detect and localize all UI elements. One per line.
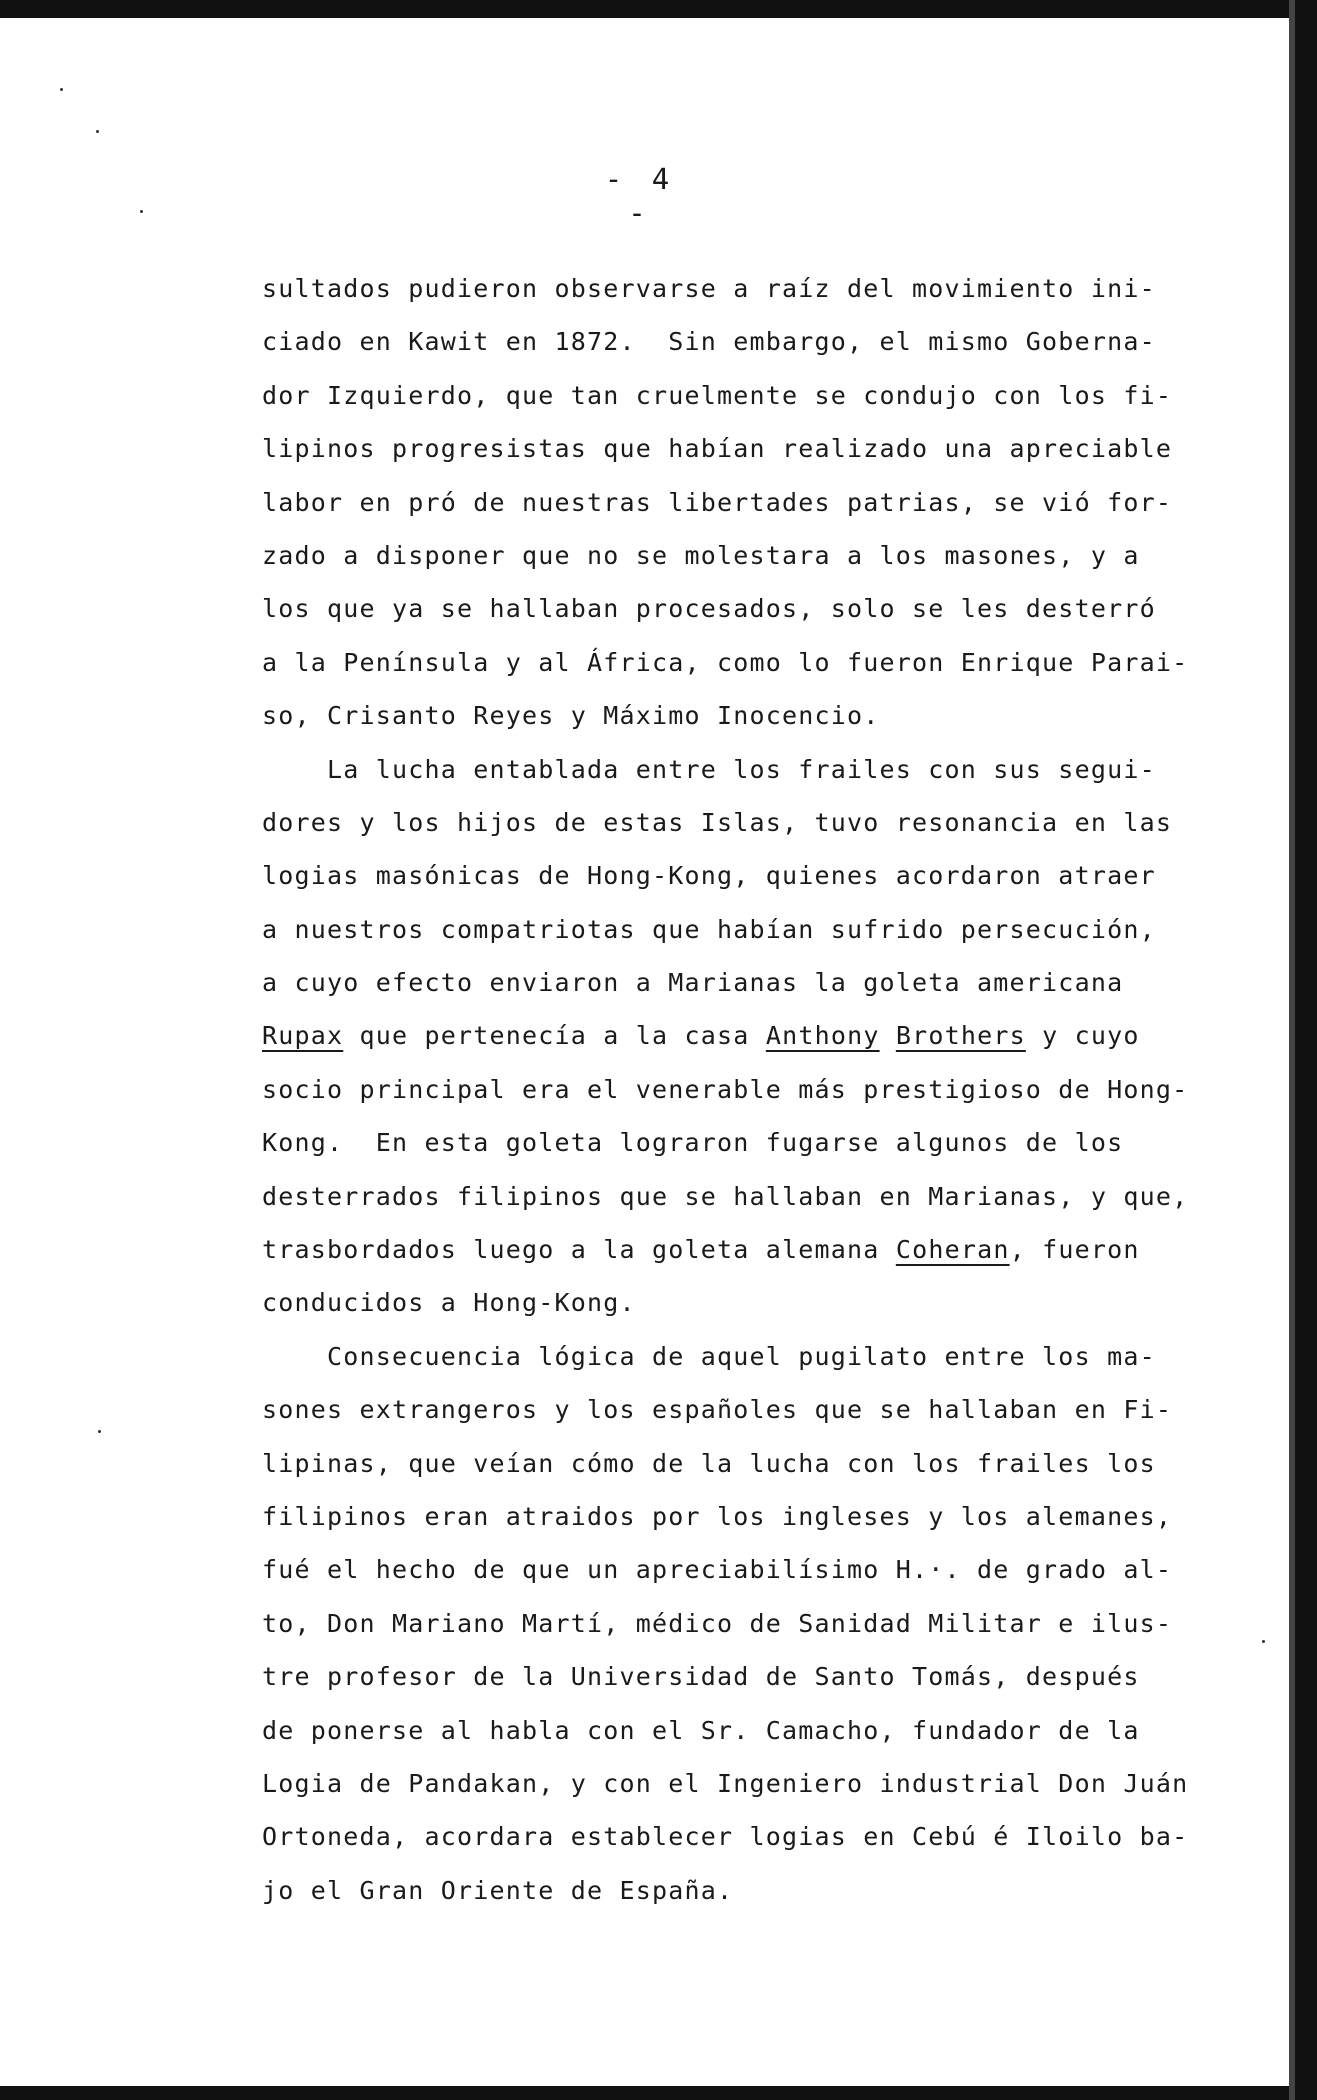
ship-name-rupax: Rupax <box>262 1021 344 1051</box>
text-line <box>262 1223 1162 1276</box>
text-line: a nuestros compatriotas que habían sufrido persecución, <box>262 914 1156 944</box>
text-span <box>880 1021 896 1050</box>
page-number: - 4 - <box>604 162 676 230</box>
text-line: sones extrangeros y los españoles que se hallaban en Fi- <box>262 1395 1173 1425</box>
scan-speck <box>1262 1640 1265 1643</box>
text-line: to, Don Mariano Martí, médico de Sanidad Militar e ilus- <box>262 1608 1173 1638</box>
text-line: dor Izquierdo, que tan cruelmente se condujo con los fi- <box>262 380 1173 410</box>
text-line: La lucha entablada entre los frailes con sus segui- <box>262 754 1156 784</box>
text-span: trasbordados luego a la goleta alemana <box>262 1235 896 1265</box>
text-line: Kong. En esta goleta lograron fugarse algunos de los <box>262 1128 1124 1158</box>
scan-speck <box>96 130 99 133</box>
text-span: , fueron <box>1009 1235 1140 1265</box>
text-line: de ponerse al habla con el Sr. Camacho, fundador de la <box>262 1715 1140 1745</box>
company-name-brothers: Brothers <box>895 1021 1026 1051</box>
text-line: filipinos eran atraidos por los ingleses y los alemanes, <box>262 1501 1173 1531</box>
text-line: Logia de Pandakan, y con el Ingeniero industrial Don Juán <box>262 1768 1189 1798</box>
text-line: a cuyo efecto enviaron a Marianas la goleta americana <box>262 968 1124 998</box>
text-span: y cuyo <box>1025 1021 1140 1051</box>
text-line: Consecuencia lógica de aquel pugilato entre los ma- <box>262 1341 1156 1371</box>
text-line: desterrados filipinos que se hallaban en Marianas, y que, <box>262 1181 1189 1211</box>
text-line: zado a disponer que no se molestara a los masones, y a <box>262 540 1140 570</box>
text-line: fué el hecho de que un apreciabilísimo H.·. de grado al- <box>262 1555 1173 1585</box>
scan-speck <box>140 210 143 213</box>
text-line: socio principal era el venerable más prestigioso de Hong- <box>262 1074 1189 1104</box>
company-name-anthony: Anthony <box>765 1021 880 1051</box>
text-line: sultados pudieron observarse a raíz del movimiento ini- <box>262 274 1156 303</box>
text-line: labor en pró de nuestras libertades patrias, se vió for- <box>262 487 1173 517</box>
document-body <box>262 262 1189 1917</box>
paragraph-2 <box>262 743 1189 1330</box>
text-line: jo el Gran Oriente de España. <box>262 1875 734 1905</box>
text-line: conducidos a Hong-Kong. <box>262 1288 636 1318</box>
text-line: ciado en Kawit en 1872. Sin embargo, el mismo Goberna- <box>262 327 1156 357</box>
text-span: que pertenecía a la casa <box>343 1021 766 1051</box>
text-line: tre profesor de la Universidad de Santo Tomás, después <box>262 1662 1140 1692</box>
text-line: lipinos progresistas que habían realizado una apreciable <box>262 434 1173 464</box>
text-line: so, Crisanto Reyes y Máximo Inocencio. <box>262 701 880 731</box>
text-line: lipinas, que veían cómo de la lucha con los frailes los <box>262 1448 1156 1478</box>
text-line: dores y los hijos de estas Islas, tuvo resonancia en las <box>262 807 1173 837</box>
paragraph-3 <box>262 1330 1189 1917</box>
ship-name-coheran: Coheran <box>895 1235 1010 1265</box>
text-line: logias masónicas de Hong-Kong, quienes acordaron atraer <box>262 861 1156 891</box>
text-line: a la Península y al África, como lo fueron Enrique Parai- <box>262 647 1189 677</box>
text-line: Ortoneda, acordara establecer logias en Cebú é Iloilo ba- <box>262 1822 1189 1852</box>
scan-speck <box>60 88 63 91</box>
scan-edge-strip <box>1289 0 1295 2100</box>
text-line: los que ya se hallaban procesados, solo se les desterró <box>262 594 1156 624</box>
text-line <box>262 1009 1162 1062</box>
paragraph-1 <box>262 262 1189 743</box>
scan-speck <box>98 1430 101 1433</box>
